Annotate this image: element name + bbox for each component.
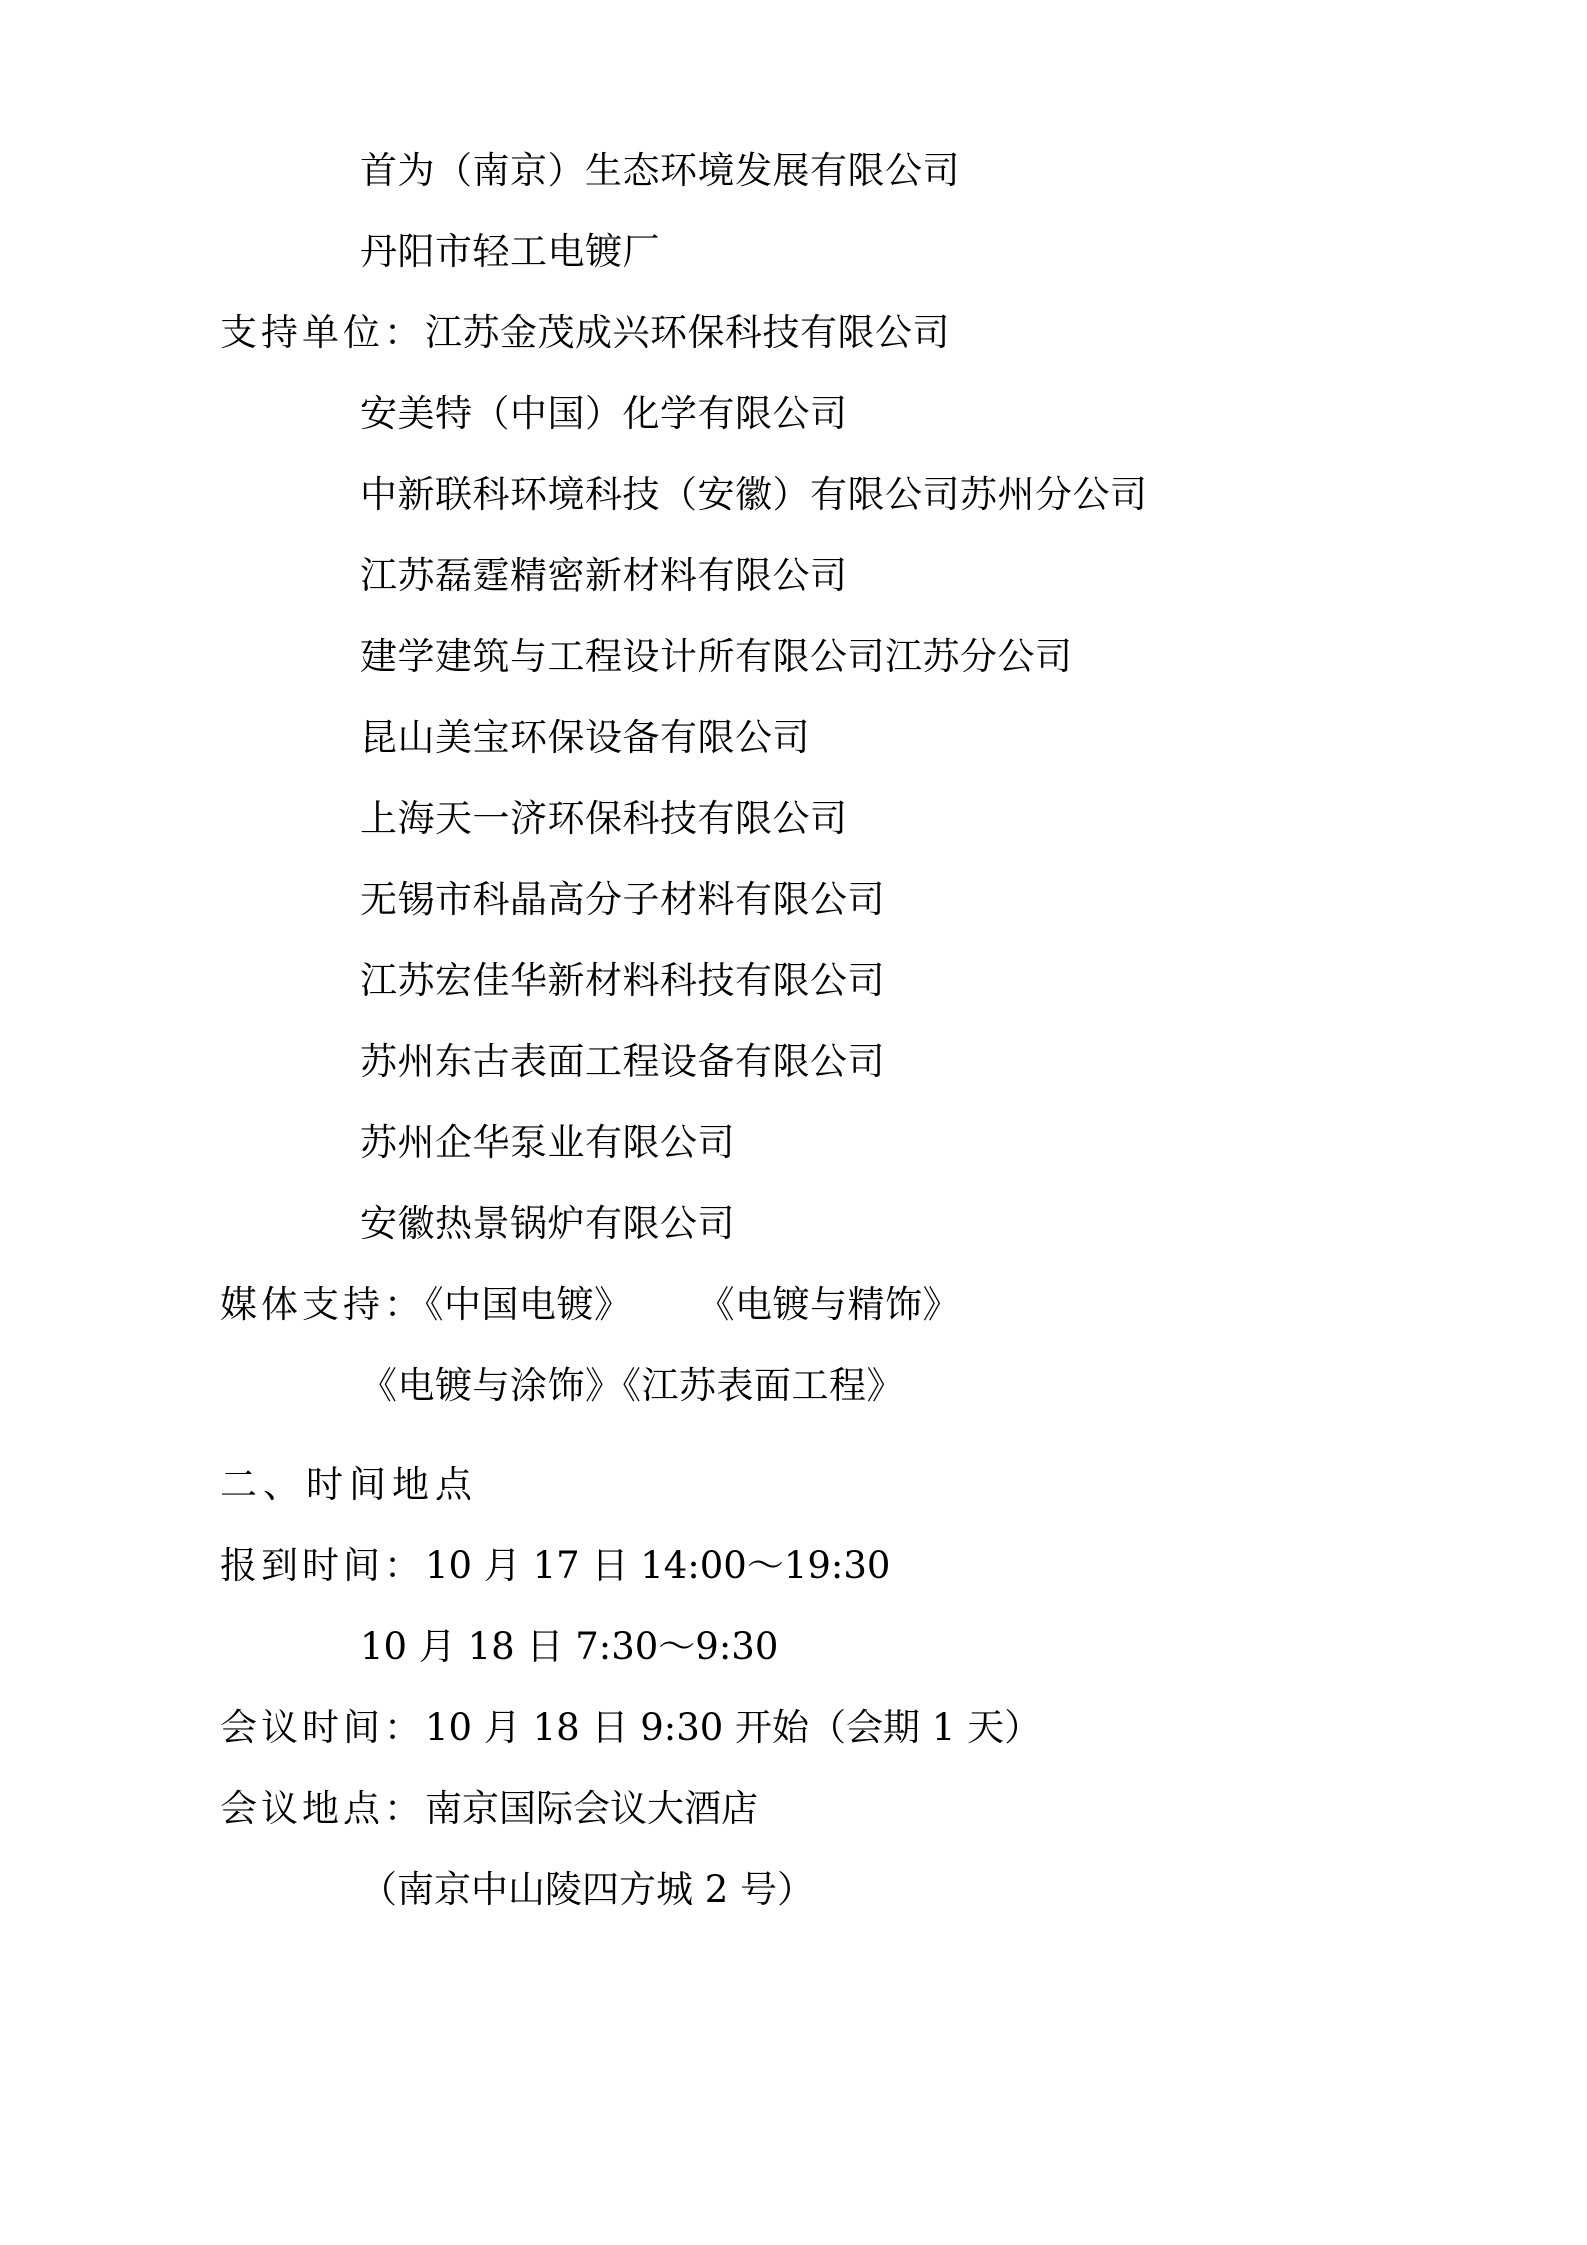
row-label: 会议地点：: [220, 1787, 425, 1830]
support-unit-item: 安美特（中国）化学有限公司: [360, 392, 848, 435]
media-item: 《电镀与精饰》: [697, 1283, 960, 1326]
media-item: 《江苏表面工程》: [622, 1364, 904, 1407]
support-unit-item: 昆山美宝环保设备有限公司: [360, 716, 810, 759]
support-unit-item: 中新联科环境科技（安徽）有限公司苏州分公司: [360, 473, 1148, 516]
media-item: 《中国电镀》: [425, 1283, 632, 1326]
support-units-label: 支持单位：: [220, 311, 425, 354]
row-label: 会议时间：: [220, 1706, 425, 1749]
row-value: 10 月 18 日 7:30～9:30: [360, 1625, 779, 1668]
support-units-first-row: [220, 292, 1407, 373]
support-unit-item: 苏州企华泵业有限公司: [360, 1121, 735, 1164]
media-item: 《电镀与涂饰》: [360, 1364, 623, 1407]
organizer-entry: 首为（南京）生态环境发展有限公司: [360, 149, 960, 192]
row-label: 报到时间：: [220, 1544, 425, 1587]
row-value: 10 月 17 日 14:00～19:30: [425, 1544, 891, 1587]
time-row: [220, 1606, 1407, 1687]
support-unit-item: 建学建筑与工程设计所有限公司江苏分公司: [360, 635, 1073, 678]
support-unit-item: 江苏磊霆精密新材料有限公司: [360, 554, 848, 597]
media-support-label: 媒体支持：: [220, 1283, 425, 1326]
support-unit-item: 苏州东古表面工程设备有限公司: [360, 1040, 885, 1083]
row-value: 10 月 18 日 9:30 开始（会期 1 天）: [425, 1706, 1042, 1749]
support-unit-item: 无锡市科晶高分子材料有限公司: [360, 878, 885, 921]
row-value: （南京中山陵四方城 2 号）: [360, 1868, 815, 1911]
meeting-place-row: [220, 1768, 1407, 1849]
support-unit-item: 上海天一济环保科技有限公司: [360, 797, 848, 840]
meeting-time-row: [220, 1687, 1407, 1768]
meeting-place-address-row: [220, 1849, 1407, 1930]
section-heading-time-place: 二、时间地点: [220, 1463, 478, 1506]
organizer-entry: 丹阳市轻工电镀厂: [360, 230, 660, 273]
support-unit-item: 江苏宏佳华新材料科技有限公司: [360, 959, 885, 1002]
support-unit-item: 江苏金茂成兴环保科技有限公司: [425, 311, 950, 354]
support-unit-item: 安徽热景锅炉有限公司: [360, 1202, 735, 1245]
time-row: [220, 1525, 1407, 1606]
media-support-row-2: [220, 1345, 1407, 1426]
row-value: 南京国际会议大酒店: [425, 1787, 758, 1830]
media-support-row: [220, 1264, 1407, 1345]
